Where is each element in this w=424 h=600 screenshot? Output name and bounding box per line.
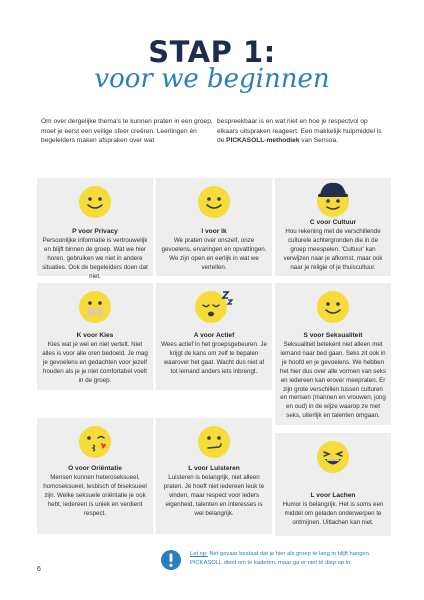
smirking-face-icon [197,425,231,459]
card-title: I voor Ik [201,228,227,235]
card-privacy [37,178,153,280]
card-body: Hou rekening met de verschillende culturele achtergronden die in de groep meespelen. 'Cultuur' kan verwijzen naar je afkomst, maar ook naar je religie of je thuiscultuur. [283,228,383,271]
tip-body: Net gevaar bestaat dat je hier als groep te lang in blijft hangen. PICKASOLL dient om te kaderen, maar ga er niet té diep op in. [190,551,371,566]
card-body: Humor is belangrijk. Het is soms een middel om geladen onderwerpen te ontmijnen. Uitlachen kan niet. [282,501,384,526]
card-cultuur [275,178,391,276]
card-body: Luisteren is belangrijk, niet alleen praten. Je hoeft niet iedereen leuk te vinden, maar respect voor ieders eigenheid, talenten en interesses is wel belangrijk. [163,474,265,517]
card-ik [156,178,272,276]
card-body: Mensen kunnen heteroseksueel, homoseksueel, lesbisch of biseksueel zijn. Welke seksuele oriëntatie je ook hebt, iedereen is uniek en verdient respect. [43,474,147,517]
card-lachen [275,433,391,536]
intro-method-name: PICKASOLL-methodiek [226,137,300,145]
tip-label: Let op: [190,551,208,557]
page-title: STAP 1: [148,35,276,69]
tip-text [190,550,390,568]
face-with-cap-icon [316,180,350,218]
card-body: Kies wat je wel en niet vertelt. Niet alles is voor alle oren bedoeld. Je mag je gevoelens en gedachten voor jezelf houden als je je niet comfortabel voelt in de groep. [42,341,148,384]
card-body: We praten over onszelf, onze gevoelens, ervaringen en opvattingen. We zijn open en eerlijk in wat we vertellen. [161,237,267,271]
card-orientatie [37,418,153,534]
card-body: Seksualiteit betekent niet alleen met iemand naar bed gaan. Seks zit ook in je hoofd en je gevoelens. We hebben het hier dus over alle vormen van seks en iedereen kan erover meepraten. Er zijn grote verschillen tussen culturen en mensen (mannen en vrouwen, jong en oud) in de wijze waarop ze met seks, uiterlijk en talenten omgaan. [280,341,386,420]
laughing-face-icon [316,440,350,474]
card-body: Persoonlijke informatie is vertrouwelijk en blijft binnen de groep. Wat we hier horen, gebruiken we niet in andere situaties. Ook de begeleiders doen dat niet. [42,237,148,280]
smiling-face-icon [78,185,112,219]
smiling-face-icon [316,290,350,324]
card-title: C voor Cultuur [309,219,357,226]
tip-box [158,545,390,573]
card-title: O voor Oriëntatie [68,465,122,472]
card-body: Wees actief in het groepsgebeuren. Je krijgt de kans om zelf te bepalen waarover het gaat. Wacht dus niet af tot iemand anders iets inbrengt. [161,341,267,375]
intro-left: Om over dergelijke thema's te kunnen praten in een groep, moet je eerst een veilige sfeer creëren. Leerlingen én begeleiders maken afspraken over wat [41,118,213,145]
card-kies [37,283,153,390]
card-actief [156,283,272,390]
card-title: A voor Actief [193,332,235,339]
intro-right-text: bespreekbaar is en wat niet en hoe je respectvol op elkaars uitspraken reageert. Een makkelijk hulpmiddel is de [217,118,382,145]
sleeping-face-icon [194,288,234,324]
page-subtitle: voor we beginnen [94,64,330,94]
card-luisteren [156,418,272,534]
intro-right [217,117,389,146]
smiling-face-icon [197,185,231,219]
card-title: L voor Luisteren [188,465,240,472]
card-title: P voor Privacy [72,228,118,235]
intro-right-end: van Sensoa. [299,137,338,145]
page-number: 6 [37,566,41,573]
card-title: K voor Kies [76,332,114,339]
exclamation-icon [160,549,182,571]
kissing-face-icon [78,425,112,459]
card-seksualiteit [275,283,391,425]
card-title: S voor Seksualiteit [303,332,363,339]
taped-mouth-face-icon [78,290,112,324]
card-title: L voor Lachen [310,492,356,499]
